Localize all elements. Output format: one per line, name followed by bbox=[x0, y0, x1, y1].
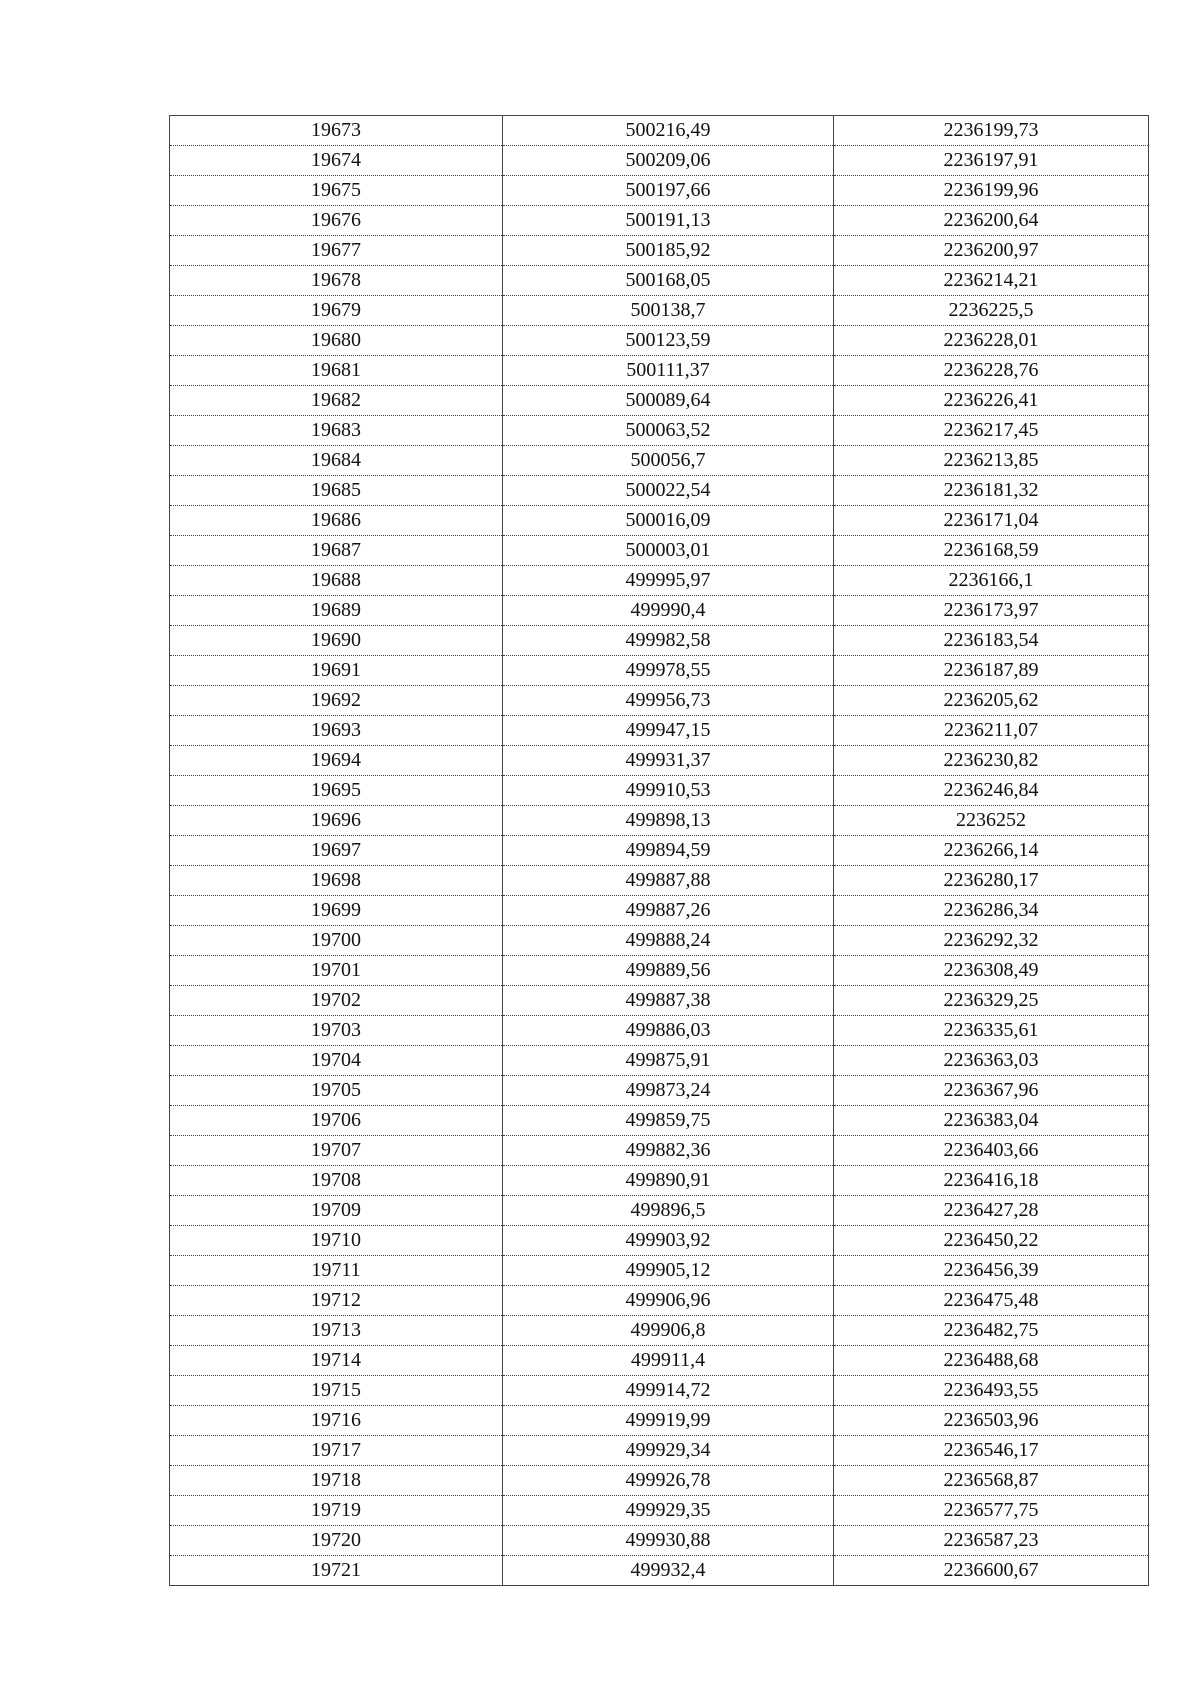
y-coordinate-cell: 2236493,55 bbox=[834, 1376, 1149, 1406]
y-coordinate-cell: 2236456,39 bbox=[834, 1256, 1149, 1286]
y-coordinate-cell: 2236416,18 bbox=[834, 1166, 1149, 1196]
table-row bbox=[170, 986, 1149, 1016]
coordinates-table-body bbox=[170, 116, 1149, 1586]
x-coordinate-cell: 500022,54 bbox=[503, 476, 834, 506]
point-number-cell: 19696 bbox=[170, 806, 503, 836]
y-coordinate-cell: 2236503,96 bbox=[834, 1406, 1149, 1436]
y-coordinate-cell: 2236214,21 bbox=[834, 266, 1149, 296]
y-coordinate-cell: 2236171,04 bbox=[834, 506, 1149, 536]
y-coordinate-cell: 2236482,75 bbox=[834, 1316, 1149, 1346]
x-coordinate-cell: 499990,4 bbox=[503, 596, 834, 626]
y-coordinate-cell: 2236280,17 bbox=[834, 866, 1149, 896]
table-row bbox=[170, 1316, 1149, 1346]
x-coordinate-cell: 499919,99 bbox=[503, 1406, 834, 1436]
table-row bbox=[170, 656, 1149, 686]
point-number-cell: 19718 bbox=[170, 1466, 503, 1496]
y-coordinate-cell: 2236587,23 bbox=[834, 1526, 1149, 1556]
x-coordinate-cell: 500056,7 bbox=[503, 446, 834, 476]
table-row bbox=[170, 896, 1149, 926]
point-number-cell: 19702 bbox=[170, 986, 503, 1016]
x-coordinate-cell: 500111,37 bbox=[503, 356, 834, 386]
table-row bbox=[170, 176, 1149, 206]
table-row bbox=[170, 1526, 1149, 1556]
point-number-cell: 19711 bbox=[170, 1256, 503, 1286]
x-coordinate-cell: 499887,26 bbox=[503, 896, 834, 926]
y-coordinate-cell: 2236286,34 bbox=[834, 896, 1149, 926]
point-number-cell: 19686 bbox=[170, 506, 503, 536]
point-number-cell: 19708 bbox=[170, 1166, 503, 1196]
x-coordinate-cell: 499887,88 bbox=[503, 866, 834, 896]
table-row bbox=[170, 566, 1149, 596]
table-row bbox=[170, 296, 1149, 326]
x-coordinate-cell: 499894,59 bbox=[503, 836, 834, 866]
table-row bbox=[170, 1346, 1149, 1376]
table-row bbox=[170, 146, 1149, 176]
point-number-cell: 19706 bbox=[170, 1106, 503, 1136]
y-coordinate-cell: 2236363,03 bbox=[834, 1046, 1149, 1076]
x-coordinate-cell: 500063,52 bbox=[503, 416, 834, 446]
table-row bbox=[170, 1136, 1149, 1166]
x-coordinate-cell: 500191,13 bbox=[503, 206, 834, 236]
y-coordinate-cell: 2236546,17 bbox=[834, 1436, 1149, 1466]
y-coordinate-cell: 2236383,04 bbox=[834, 1106, 1149, 1136]
y-coordinate-cell: 2236211,07 bbox=[834, 716, 1149, 746]
x-coordinate-cell: 499947,15 bbox=[503, 716, 834, 746]
point-number-cell: 19713 bbox=[170, 1316, 503, 1346]
point-number-cell: 19710 bbox=[170, 1226, 503, 1256]
point-number-cell: 19720 bbox=[170, 1526, 503, 1556]
point-number-cell: 19680 bbox=[170, 326, 503, 356]
point-number-cell: 19716 bbox=[170, 1406, 503, 1436]
y-coordinate-cell: 2236308,49 bbox=[834, 956, 1149, 986]
table-row bbox=[170, 1226, 1149, 1256]
x-coordinate-cell: 499886,03 bbox=[503, 1016, 834, 1046]
x-coordinate-cell: 499903,92 bbox=[503, 1226, 834, 1256]
table-row bbox=[170, 1256, 1149, 1286]
point-number-cell: 19676 bbox=[170, 206, 503, 236]
x-coordinate-cell: 500123,59 bbox=[503, 326, 834, 356]
y-coordinate-cell: 2236199,96 bbox=[834, 176, 1149, 206]
point-number-cell: 19673 bbox=[170, 116, 503, 146]
x-coordinate-cell: 500003,01 bbox=[503, 536, 834, 566]
x-coordinate-cell: 499911,4 bbox=[503, 1346, 834, 1376]
x-coordinate-cell: 499930,88 bbox=[503, 1526, 834, 1556]
table-row bbox=[170, 1556, 1149, 1586]
table-row bbox=[170, 1196, 1149, 1226]
y-coordinate-cell: 2236197,91 bbox=[834, 146, 1149, 176]
table-row bbox=[170, 836, 1149, 866]
y-coordinate-cell: 2236427,28 bbox=[834, 1196, 1149, 1226]
table-row bbox=[170, 206, 1149, 236]
y-coordinate-cell: 2236217,45 bbox=[834, 416, 1149, 446]
point-number-cell: 19692 bbox=[170, 686, 503, 716]
x-coordinate-cell: 499898,13 bbox=[503, 806, 834, 836]
y-coordinate-cell: 2236246,84 bbox=[834, 776, 1149, 806]
x-coordinate-cell: 499889,56 bbox=[503, 956, 834, 986]
y-coordinate-cell: 2236226,41 bbox=[834, 386, 1149, 416]
x-coordinate-cell: 499978,55 bbox=[503, 656, 834, 686]
table-row bbox=[170, 776, 1149, 806]
y-coordinate-cell: 2236450,22 bbox=[834, 1226, 1149, 1256]
y-coordinate-cell: 2236228,01 bbox=[834, 326, 1149, 356]
x-coordinate-cell: 500197,66 bbox=[503, 176, 834, 206]
point-number-cell: 19709 bbox=[170, 1196, 503, 1226]
point-number-cell: 19678 bbox=[170, 266, 503, 296]
table-row bbox=[170, 1406, 1149, 1436]
table-row bbox=[170, 1106, 1149, 1136]
y-coordinate-cell: 2236173,97 bbox=[834, 596, 1149, 626]
coordinates-table bbox=[169, 115, 1149, 1586]
x-coordinate-cell: 500089,64 bbox=[503, 386, 834, 416]
y-coordinate-cell: 2236168,59 bbox=[834, 536, 1149, 566]
point-number-cell: 19721 bbox=[170, 1556, 503, 1586]
point-number-cell: 19674 bbox=[170, 146, 503, 176]
x-coordinate-cell: 500216,49 bbox=[503, 116, 834, 146]
table-row bbox=[170, 1016, 1149, 1046]
y-coordinate-cell: 2236335,61 bbox=[834, 1016, 1149, 1046]
point-number-cell: 19714 bbox=[170, 1346, 503, 1376]
point-number-cell: 19681 bbox=[170, 356, 503, 386]
point-number-cell: 19690 bbox=[170, 626, 503, 656]
x-coordinate-cell: 499890,91 bbox=[503, 1166, 834, 1196]
y-coordinate-cell: 2236577,75 bbox=[834, 1496, 1149, 1526]
x-coordinate-cell: 499882,36 bbox=[503, 1136, 834, 1166]
x-coordinate-cell: 499956,73 bbox=[503, 686, 834, 716]
point-number-cell: 19715 bbox=[170, 1376, 503, 1406]
table-row bbox=[170, 806, 1149, 836]
table-row bbox=[170, 446, 1149, 476]
x-coordinate-cell: 499887,38 bbox=[503, 986, 834, 1016]
table-row bbox=[170, 686, 1149, 716]
y-coordinate-cell: 2236228,76 bbox=[834, 356, 1149, 386]
table-row bbox=[170, 1166, 1149, 1196]
table-row bbox=[170, 116, 1149, 146]
point-number-cell: 19704 bbox=[170, 1046, 503, 1076]
y-coordinate-cell: 2236166,1 bbox=[834, 566, 1149, 596]
x-coordinate-cell: 499910,53 bbox=[503, 776, 834, 806]
table-row bbox=[170, 536, 1149, 566]
table-row bbox=[170, 1466, 1149, 1496]
point-number-cell: 19707 bbox=[170, 1136, 503, 1166]
point-number-cell: 19712 bbox=[170, 1286, 503, 1316]
table-row bbox=[170, 356, 1149, 386]
table-row bbox=[170, 626, 1149, 656]
x-coordinate-cell: 499859,75 bbox=[503, 1106, 834, 1136]
table-row bbox=[170, 1436, 1149, 1466]
point-number-cell: 19689 bbox=[170, 596, 503, 626]
y-coordinate-cell: 2236230,82 bbox=[834, 746, 1149, 776]
x-coordinate-cell: 499932,4 bbox=[503, 1556, 834, 1586]
x-coordinate-cell: 500016,09 bbox=[503, 506, 834, 536]
point-number-cell: 19694 bbox=[170, 746, 503, 776]
y-coordinate-cell: 2236200,64 bbox=[834, 206, 1149, 236]
x-coordinate-cell: 499896,5 bbox=[503, 1196, 834, 1226]
x-coordinate-cell: 499873,24 bbox=[503, 1076, 834, 1106]
x-coordinate-cell: 499982,58 bbox=[503, 626, 834, 656]
table-row bbox=[170, 236, 1149, 266]
point-number-cell: 19693 bbox=[170, 716, 503, 746]
table-row bbox=[170, 1286, 1149, 1316]
point-number-cell: 19703 bbox=[170, 1016, 503, 1046]
point-number-cell: 19687 bbox=[170, 536, 503, 566]
x-coordinate-cell: 500185,92 bbox=[503, 236, 834, 266]
x-coordinate-cell: 499875,91 bbox=[503, 1046, 834, 1076]
point-number-cell: 19700 bbox=[170, 926, 503, 956]
y-coordinate-cell: 2236213,85 bbox=[834, 446, 1149, 476]
point-number-cell: 19688 bbox=[170, 566, 503, 596]
y-coordinate-cell: 2236199,73 bbox=[834, 116, 1149, 146]
y-coordinate-cell: 2236475,48 bbox=[834, 1286, 1149, 1316]
x-coordinate-cell: 499906,8 bbox=[503, 1316, 834, 1346]
y-coordinate-cell: 2236200,97 bbox=[834, 236, 1149, 266]
point-number-cell: 19691 bbox=[170, 656, 503, 686]
table-row bbox=[170, 926, 1149, 956]
y-coordinate-cell: 2236568,87 bbox=[834, 1466, 1149, 1496]
y-coordinate-cell: 2236292,32 bbox=[834, 926, 1149, 956]
table-row bbox=[170, 266, 1149, 296]
table-row bbox=[170, 506, 1149, 536]
point-number-cell: 19719 bbox=[170, 1496, 503, 1526]
point-number-cell: 19682 bbox=[170, 386, 503, 416]
y-coordinate-cell: 2236367,96 bbox=[834, 1076, 1149, 1106]
x-coordinate-cell: 499929,34 bbox=[503, 1436, 834, 1466]
table-row bbox=[170, 1046, 1149, 1076]
x-coordinate-cell: 500209,06 bbox=[503, 146, 834, 176]
y-coordinate-cell: 2236225,5 bbox=[834, 296, 1149, 326]
point-number-cell: 19683 bbox=[170, 416, 503, 446]
point-number-cell: 19705 bbox=[170, 1076, 503, 1106]
point-number-cell: 19679 bbox=[170, 296, 503, 326]
point-number-cell: 19698 bbox=[170, 866, 503, 896]
table-row bbox=[170, 1076, 1149, 1106]
table-row bbox=[170, 746, 1149, 776]
y-coordinate-cell: 2236205,62 bbox=[834, 686, 1149, 716]
y-coordinate-cell: 2236266,14 bbox=[834, 836, 1149, 866]
point-number-cell: 19685 bbox=[170, 476, 503, 506]
y-coordinate-cell: 2236488,68 bbox=[834, 1346, 1149, 1376]
x-coordinate-cell: 499906,96 bbox=[503, 1286, 834, 1316]
x-coordinate-cell: 499995,97 bbox=[503, 566, 834, 596]
table-row bbox=[170, 866, 1149, 896]
point-number-cell: 19701 bbox=[170, 956, 503, 986]
x-coordinate-cell: 499914,72 bbox=[503, 1376, 834, 1406]
point-number-cell: 19697 bbox=[170, 836, 503, 866]
table-row bbox=[170, 476, 1149, 506]
y-coordinate-cell: 2236600,67 bbox=[834, 1556, 1149, 1586]
point-number-cell: 19677 bbox=[170, 236, 503, 266]
x-coordinate-cell: 499931,37 bbox=[503, 746, 834, 776]
table-row bbox=[170, 596, 1149, 626]
point-number-cell: 19684 bbox=[170, 446, 503, 476]
x-coordinate-cell: 499905,12 bbox=[503, 1256, 834, 1286]
x-coordinate-cell: 500138,7 bbox=[503, 296, 834, 326]
point-number-cell: 19695 bbox=[170, 776, 503, 806]
table-row bbox=[170, 416, 1149, 446]
x-coordinate-cell: 499929,35 bbox=[503, 1496, 834, 1526]
table-row bbox=[170, 716, 1149, 746]
table-row bbox=[170, 1376, 1149, 1406]
table-row bbox=[170, 326, 1149, 356]
x-coordinate-cell: 500168,05 bbox=[503, 266, 834, 296]
y-coordinate-cell: 2236252 bbox=[834, 806, 1149, 836]
table-row bbox=[170, 956, 1149, 986]
y-coordinate-cell: 2236181,32 bbox=[834, 476, 1149, 506]
y-coordinate-cell: 2236329,25 bbox=[834, 986, 1149, 1016]
point-number-cell: 19717 bbox=[170, 1436, 503, 1466]
table-row bbox=[170, 386, 1149, 416]
y-coordinate-cell: 2236183,54 bbox=[834, 626, 1149, 656]
table-row bbox=[170, 1496, 1149, 1526]
point-number-cell: 19699 bbox=[170, 896, 503, 926]
x-coordinate-cell: 499888,24 bbox=[503, 926, 834, 956]
y-coordinate-cell: 2236403,66 bbox=[834, 1136, 1149, 1166]
y-coordinate-cell: 2236187,89 bbox=[834, 656, 1149, 686]
point-number-cell: 19675 bbox=[170, 176, 503, 206]
x-coordinate-cell: 499926,78 bbox=[503, 1466, 834, 1496]
